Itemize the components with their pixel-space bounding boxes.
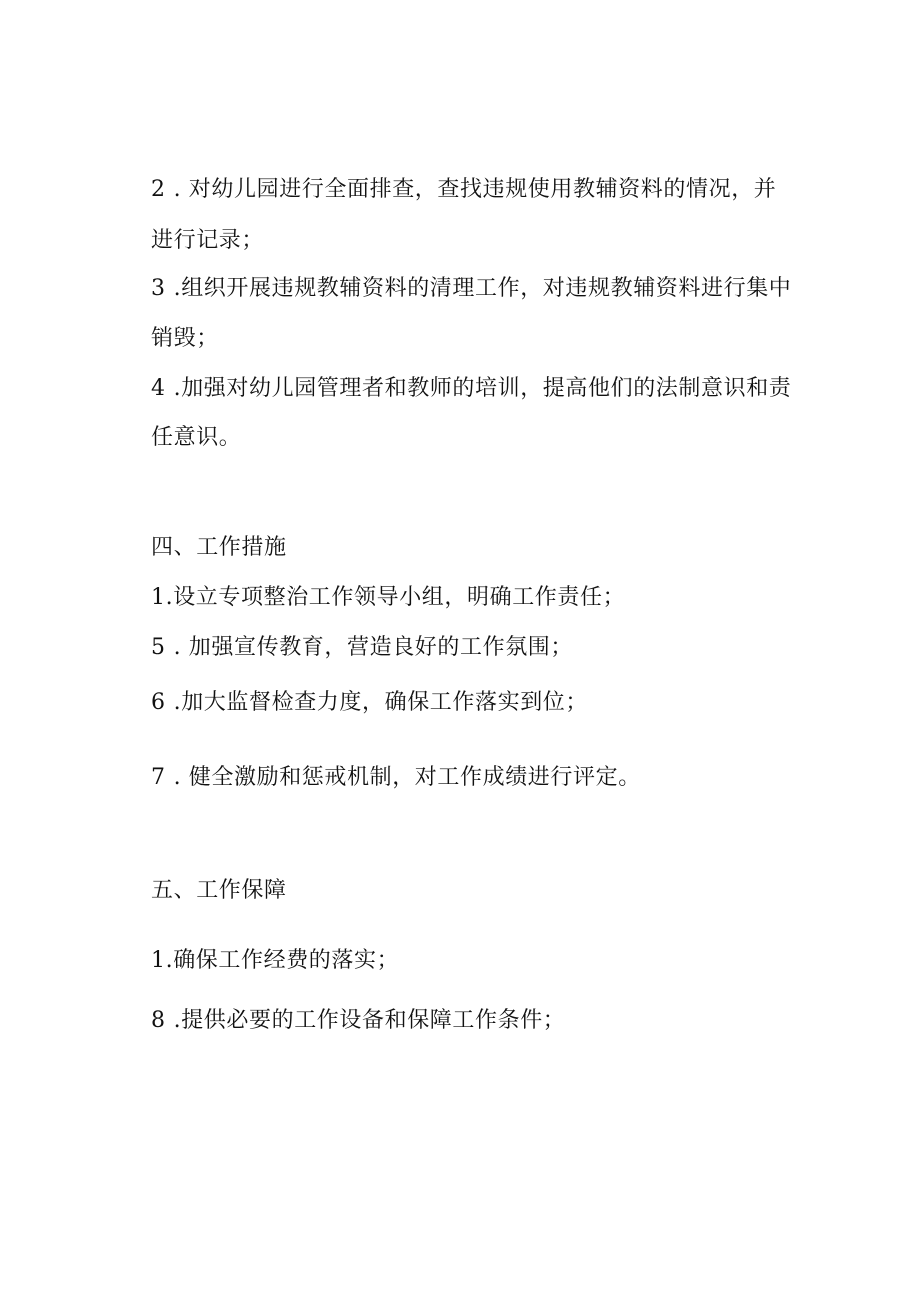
list-item-number: 1. — [151, 948, 174, 973]
list-item-number: 4 — [151, 376, 166, 401]
list-item-number: 8 — [151, 1008, 166, 1033]
list-item-text: .加强对幼儿园管理者和教师的培训，提高他们的法制意识和责 — [173, 376, 792, 401]
list-item-text: 确保工作经费的落实； — [173, 948, 400, 973]
list-item-text: .加大监督检查力度，确保工作落实到位； — [173, 690, 589, 715]
list-item-text: . 对幼儿园进行全面排查，查找违规使用教辅资料的情况，并 — [173, 177, 777, 202]
list-item-text: .提供必要的工作设备和保障工作条件； — [173, 1008, 566, 1033]
list-item-text: .组织开展违规教辅资料的清理工作，对违规教辅资料进行集中 — [173, 276, 792, 301]
list-item-2-line2: 进行记录； — [151, 228, 265, 253]
list-item-text: 设立专项整治工作领导小组，明确工作责任； — [173, 585, 626, 610]
list-item-3-line2: 销毁； — [151, 326, 219, 351]
list-item-2-line1 — [151, 175, 776, 205]
list-item-number: 3 — [151, 276, 166, 301]
measure-item-1 — [151, 583, 625, 613]
list-item-number: 7 — [151, 765, 166, 790]
section-heading-guarantees: 五、工作保障 — [151, 878, 287, 903]
guarantee-item-8 — [151, 1006, 565, 1036]
measure-item-5 — [151, 633, 573, 663]
measure-item-6 — [151, 688, 588, 718]
list-item-number: 6 — [151, 690, 166, 715]
list-item-number: 5 — [151, 635, 166, 660]
list-item-4-line1 — [151, 374, 791, 404]
list-item-4-line2: 任意识。 — [151, 425, 242, 450]
list-item-3-line1 — [151, 274, 791, 304]
list-item-number: 1. — [151, 585, 174, 610]
list-item-text: . 加强宣传教育，营造良好的工作氛围； — [173, 635, 573, 660]
list-item-number: 2 — [151, 177, 166, 202]
guarantee-item-1 — [151, 946, 399, 976]
list-item-text: . 健全激励和惩戒机制，对工作成绩进行评定。 — [173, 765, 641, 790]
section-heading-measures: 四、工作措施 — [151, 535, 287, 560]
measure-item-7 — [151, 763, 641, 793]
